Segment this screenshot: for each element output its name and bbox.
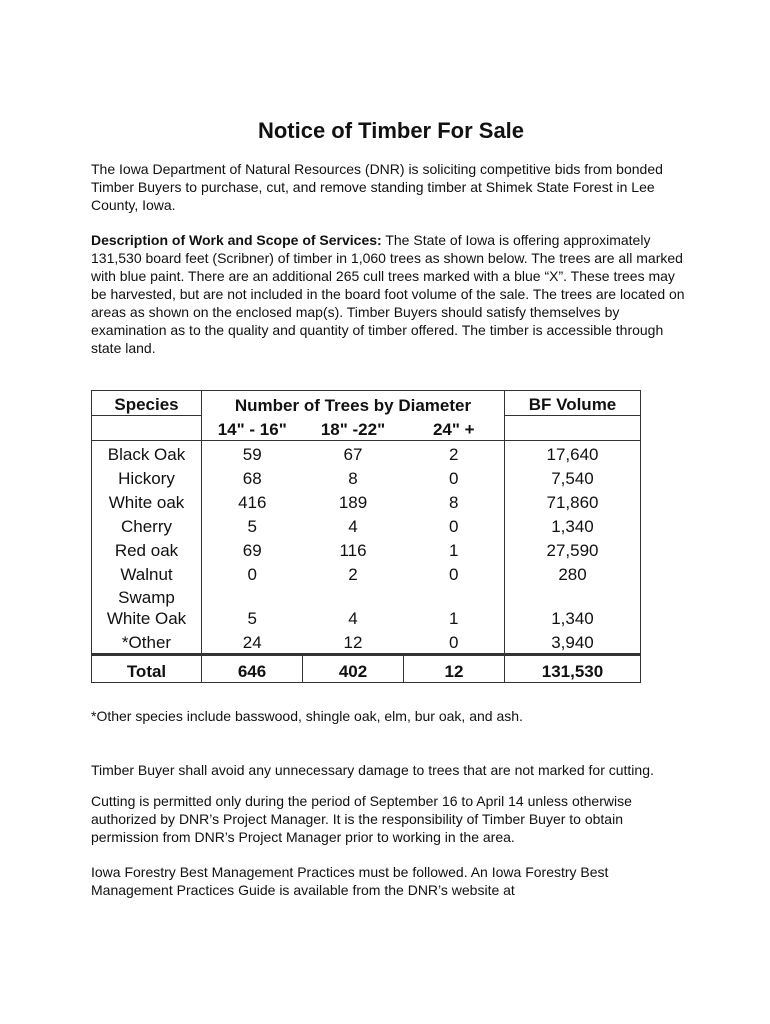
cell-d1: 5: [247, 517, 257, 536]
table-row: [92, 489, 641, 513]
cell-bf: 7,540: [505, 465, 641, 489]
bmp-paragraph: Iowa Forestry Best Management Practices must be followed. An Iowa Forestry Best Management Practices Guide is available from the DNR’s website at: [91, 864, 609, 898]
header-species-blank: [92, 416, 202, 441]
cell-d2: 12: [303, 629, 404, 655]
table-row: [92, 585, 641, 629]
cell-d2: 189: [338, 493, 368, 512]
cell-d3: 0: [404, 629, 505, 655]
cell-d1: 69: [242, 541, 262, 560]
cell-species: Cherry: [92, 513, 202, 537]
table-total-row: [92, 655, 641, 683]
table-row: [92, 465, 641, 489]
document-page: [91, 118, 691, 899]
cell-d1: 24: [202, 629, 303, 655]
intro-paragraph: The Iowa Department of Natural Resources (DNR) is soliciting competitive bids from bonded Timber Buyers to purchase, cut, and remove standing timber at Shimek State Forest in Lee County, Iowa.: [91, 161, 663, 213]
table-row: [92, 513, 641, 537]
cell-d3: 0: [404, 561, 505, 585]
cell-bf: 280: [505, 561, 641, 585]
cell-d2: 116: [339, 541, 367, 560]
cell-bf: 1,340: [505, 585, 641, 629]
header-volume-blank: [505, 416, 641, 441]
cell-bf: 27,590: [505, 537, 641, 561]
cell-bf: 17,640: [505, 441, 641, 466]
total-d2: 402: [303, 655, 404, 683]
cell-d3: 1: [404, 585, 505, 629]
cell-d2: 4: [348, 609, 358, 628]
cell-species: Swamp White Oak: [92, 585, 202, 629]
total-bf: 131,530: [505, 655, 641, 683]
description-text: The State of Iowa is offering approximately 131,530 board feet (Scribner) of timber in 1,060 trees as shown below. The trees are all marked with blue paint. There are an additional 265 cull trees marked with a blue “X”. These trees may be harvested, but are not included in the board foot volume of the sale. The trees are located on areas as shown on the enclosed map(s). Timber Buyers should satisfy themselves by examination as to the quality and quantity of timber offered. The timber is accessible through state land.: [91, 232, 685, 356]
page-title: Notice of Timber For Sale: [257, 118, 525, 143]
cell-d3: 0: [404, 513, 505, 537]
cell-species: Hickory: [92, 465, 202, 489]
cell-d1: 416: [238, 493, 267, 512]
header-species: Species: [92, 391, 202, 416]
cell-species: Black Oak: [92, 441, 202, 466]
cell-d1: 5: [247, 609, 257, 628]
cell-bf: 3,940: [505, 629, 641, 655]
cell-d2: 67: [303, 441, 404, 466]
table-row: [92, 441, 641, 466]
cell-d3: 0: [404, 465, 505, 489]
cell-bf: 1,340: [505, 513, 641, 537]
table-row: [92, 561, 641, 585]
cell-species: Red oak: [92, 537, 202, 561]
cell-species: White oak: [92, 489, 202, 513]
cell-d1: 59: [202, 441, 303, 466]
cell-d3: 1: [404, 537, 505, 561]
cutting-paragraph: Cutting is permitted only during the period of September 16 to April 14 unless otherwise authorized by DNR’s Project Manager. It is the responsibility of Timber Buyer to obtain permission from DNR’s Project Manager prior to working in the area.: [91, 793, 632, 845]
header-diameter: Number of Trees by Diameter: [202, 391, 505, 416]
description-label: Description of Work and Scope of Services:: [91, 232, 382, 248]
cell-d3: 8: [404, 489, 505, 513]
table-row: [92, 629, 641, 655]
cell-d1: 68: [242, 469, 262, 488]
header-d2: 18" -22": [320, 420, 386, 439]
timber-table: [91, 390, 641, 683]
header-d3: 24" +: [404, 416, 505, 441]
cell-species: *Other: [92, 629, 202, 655]
cell-bf: 71,860: [505, 489, 641, 513]
header-d1: 14" - 16": [217, 420, 287, 439]
cell-d1: 0: [247, 565, 257, 584]
cell-d2: 8: [348, 469, 358, 488]
table-row: [92, 537, 641, 561]
header-volume: BF Volume: [505, 391, 641, 416]
description-paragraph: [91, 231, 691, 357]
cell-d2: 2: [348, 565, 358, 584]
total-d3: 12: [404, 655, 505, 683]
species-footnote: *Other species include basswood, shingle oak, elm, bur oak, and ash.: [91, 708, 523, 724]
total-label: Total: [92, 655, 202, 683]
total-d1: 646: [202, 655, 303, 683]
damage-paragraph: Timber Buyer shall avoid any unnecessary damage to trees that are not marked for cutting.: [91, 762, 654, 778]
cell-d3: 2: [404, 441, 505, 466]
cell-d2: 4: [348, 517, 358, 536]
cell-species: Walnut: [92, 561, 202, 585]
